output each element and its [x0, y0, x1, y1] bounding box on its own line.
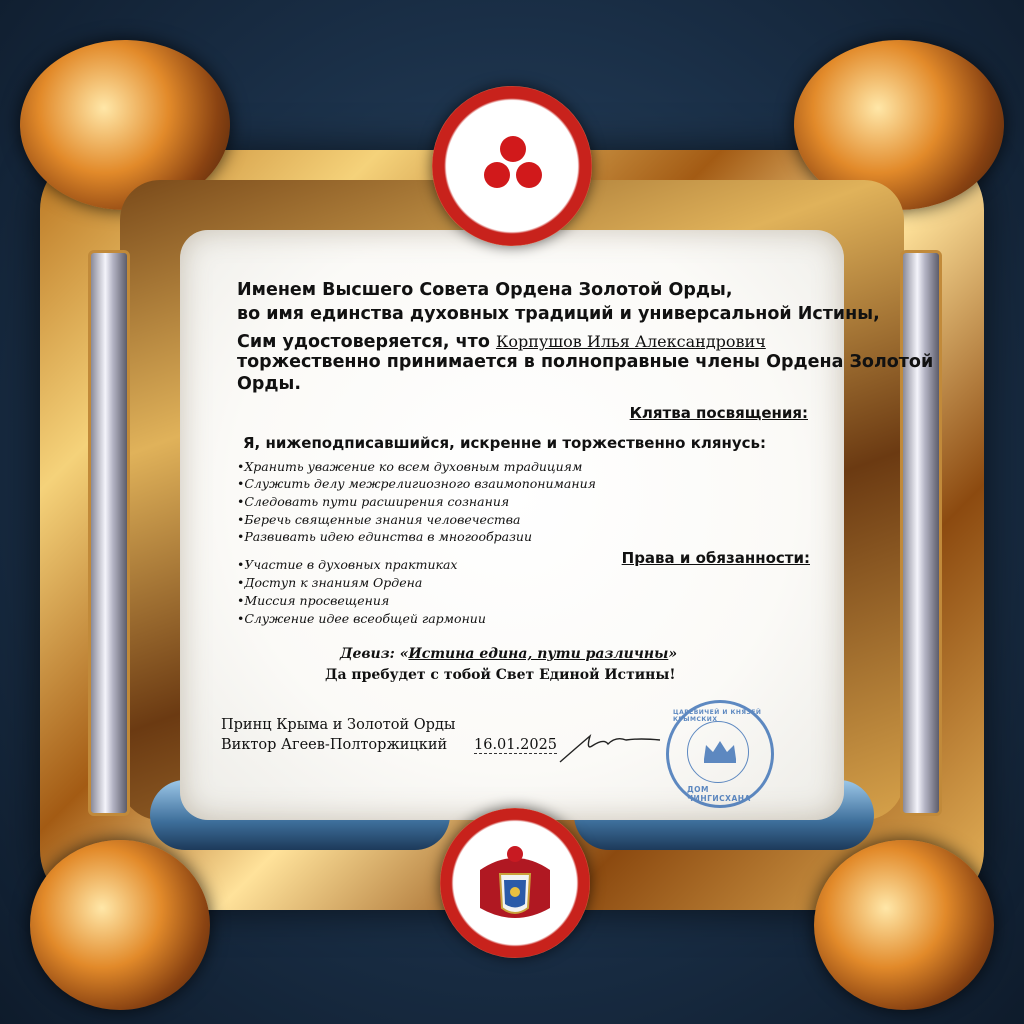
rights-item: •Участие в духовных практиках [237, 557, 458, 572]
left-pillar [88, 250, 130, 816]
stamp-top-text: ЦАРЕВИЧЕЙ И КНЯЗЕЙ КРЫМСКИХ [673, 709, 762, 723]
rights-item: •Миссия просвещения [237, 593, 390, 608]
oath-item: •Беречь священные знания человечества [237, 512, 521, 527]
rights-item: •Служение идее всеобщей гармонии [237, 611, 486, 626]
signatory-title: Принц Крыма и Золотой Орды [221, 717, 456, 733]
member-name: Корпушов Илья Александрович [495, 332, 766, 351]
official-stamp [666, 700, 774, 808]
rights-item: •Доступ к знаниям Ордена [237, 575, 423, 590]
rights-heading: Права и обязанности: [621, 549, 810, 567]
coat-of-arms-icon [440, 808, 590, 958]
oath-item: •Развивать идею единства в многообразии [237, 529, 532, 544]
motto-close: » [668, 646, 678, 662]
handwritten-signature [556, 728, 666, 768]
emblem-dot-left [484, 162, 510, 188]
right-pillar [900, 250, 942, 816]
acceptance-line: торжественно принимается в полноправные члены Ордена Золотой [237, 352, 934, 372]
oath-item: •Хранить уважение ко всем духовным традициям [237, 459, 583, 474]
emblem-dot-top [500, 136, 526, 162]
oath-item: •Служить делу межрелигиозного взаимопонимания [237, 476, 596, 491]
blessing-line: Да пребудет с тобой Свет Единой Истины! [325, 667, 676, 683]
oath-heading: Клятва посвящения: [629, 404, 808, 422]
motto-label: Девиз: « [340, 646, 409, 662]
stamp-bottom-text: ДОМ ЧИНГИСХАНА [687, 785, 751, 803]
certify-line [237, 332, 766, 352]
unity-line: во имя единства духовных традиций и универсальной Истины, [237, 304, 880, 324]
banner-of-peace-emblem [432, 86, 592, 246]
crown-icon [700, 735, 740, 765]
gold-scroll-ornament-bottom-left [30, 840, 210, 1010]
acceptance-line-end: Орды. [237, 374, 302, 394]
motto-text: Истина едина, пути различны [408, 646, 669, 662]
coat-of-arms-medallion [440, 808, 590, 958]
oath-intro: Я, нижеподписавшийся, искренне и торжественно клянусь: [243, 434, 767, 452]
gold-scroll-ornament-bottom-right [814, 840, 994, 1010]
signatory-name: Виктор Агеев-Полторжицкий [221, 737, 448, 753]
emblem-dot-right [516, 162, 542, 188]
certify-prefix: Сим удостоверяется, что [237, 332, 490, 352]
council-line: Именем Высшего Совета Ордена Золотой Орды, [237, 280, 733, 300]
sign-date: 16.01.2025 [474, 737, 558, 753]
motto-line [340, 646, 677, 662]
oath-item: •Следовать пути расширения сознания [237, 494, 510, 509]
